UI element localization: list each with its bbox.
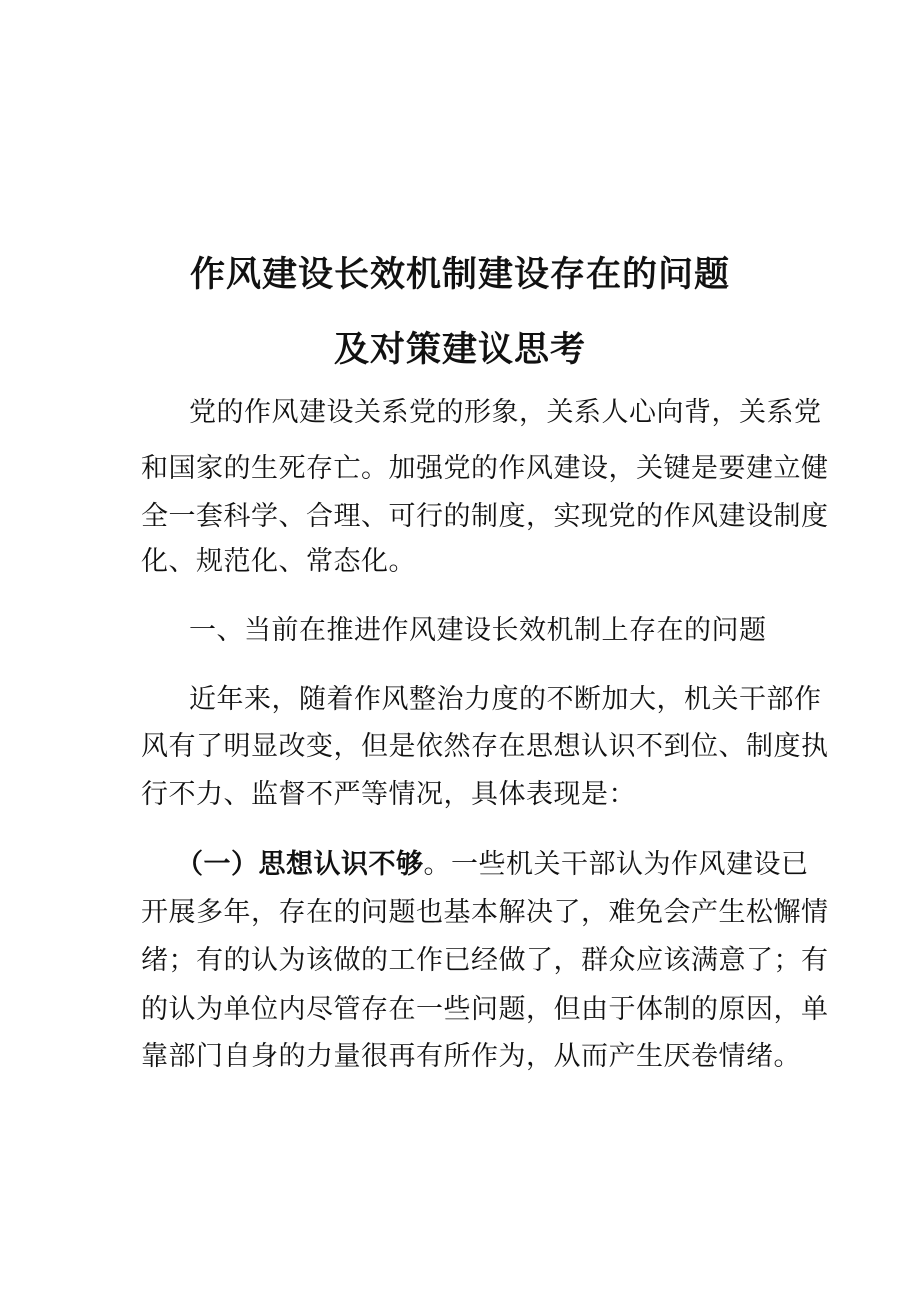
intro-line: 党的作风建设关系党的形象，关系人心向背，关系党 [189, 397, 822, 428]
document-title-line-2: 及对策建议思考 [333, 329, 586, 370]
intro-line: 化、规范化、常态化。 [141, 546, 416, 577]
subsection-line: 的认为单位内尽管存在一些问题，但由于体制的原因，单 [141, 994, 829, 1025]
intro-line: 全一套科学、合理、可行的制度，实现党的作风建设制度 [141, 501, 829, 532]
subsection-line: 靠部门自身的力量很再有所作为，从而产生厌卷情绪。 [141, 1041, 801, 1072]
section-heading: 一、当前在推进作风建设长效机制上存在的问题 [189, 615, 767, 646]
section-line: 行不力、监督不严等情况，具体表现是： [141, 779, 636, 810]
subsection-text: 。一些机关干部认为作风建设已 [423, 849, 809, 880]
subsection-heading: （一）思想认识不够 [176, 849, 424, 880]
section-line: 近年来，随着作风整治力度的不断加大，机关干部作 [189, 684, 822, 715]
subsection-line: 开展多年，存在的问题也基本解决了，难免会产生松懈情 [141, 897, 829, 928]
subsection-line: 绪；有的认为该做的工作已经做了，群众应该满意了；有 [141, 945, 829, 976]
intro-line: 和国家的生死存亡。加强党的作风建设，关键是要建立健 [141, 453, 829, 484]
document-title-line-1: 作风建设长效机制建设存在的问题 [189, 254, 730, 295]
section-line: 风有了明显改变，但是依然存在思想认识不到位、制度执 [141, 731, 829, 762]
subsection-first-line [176, 848, 816, 882]
